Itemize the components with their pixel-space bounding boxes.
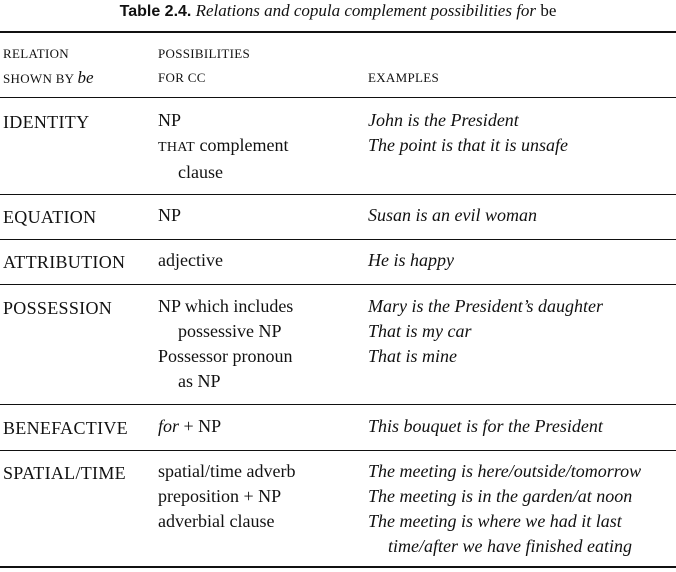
table-label: Table 2.4. — [119, 3, 192, 20]
table-caption — [0, 0, 676, 23]
table-title: Relations and copula complement possibilities for — [195, 1, 537, 20]
row-identity-possibilities: NP THAT complement clause — [158, 110, 289, 182]
row-benefactive-relation: BENEFACTIVE — [3, 418, 128, 438]
row-spatial-time-possibilities: spatial/time adverb preposition + NP adverbial clause — [158, 461, 296, 531]
row-possession-relation: POSSESSION — [3, 298, 113, 318]
row-possession-examples: Mary is the President’s daughter That is my car That is mine — [368, 296, 603, 366]
row-rule-3 — [0, 284, 676, 285]
header-possibilities: POSSIBILITIES FOR CC — [158, 46, 251, 85]
row-rule-5 — [0, 450, 676, 451]
row-possession-possibilities: NP which includes possessive NP Possessor pronoun as NP — [158, 296, 294, 391]
top-rule — [0, 31, 676, 33]
row-benefactive-possibilities: for + NP — [158, 416, 222, 436]
row-attribution-examples: He is happy — [368, 250, 454, 270]
header-relation: RELATION SHOWN BY be — [3, 46, 94, 87]
row-equation-relation: EQUATION — [3, 207, 97, 227]
table-title-word: be — [540, 1, 557, 20]
row-equation-examples: Susan is an evil woman — [368, 205, 537, 225]
row-attribution-possibilities: adjective — [158, 250, 223, 270]
row-spatial-time-examples: The meeting is here/outside/tomorrow The meeting is in the garden/at noon The meeting is where we had it last time/after we have finished eating — [368, 461, 642, 556]
row-rule-2 — [0, 239, 676, 240]
row-identity-examples: John is the President The point is that it is unsafe — [368, 110, 569, 155]
row-rule-4 — [0, 404, 676, 405]
header-examples: EXAMPLES — [368, 70, 440, 85]
row-identity-relation: IDENTITY — [3, 112, 90, 132]
row-rule-1 — [0, 194, 676, 195]
row-benefactive-examples: This bouquet is for the President — [368, 416, 603, 436]
row-attribution-relation: ATTRIBUTION — [3, 252, 126, 272]
header-rule — [0, 97, 676, 98]
row-spatial-time-relation: SPATIAL/TIME — [3, 463, 126, 483]
bottom-rule — [0, 566, 676, 568]
row-equation-possibilities: NP — [158, 205, 182, 225]
